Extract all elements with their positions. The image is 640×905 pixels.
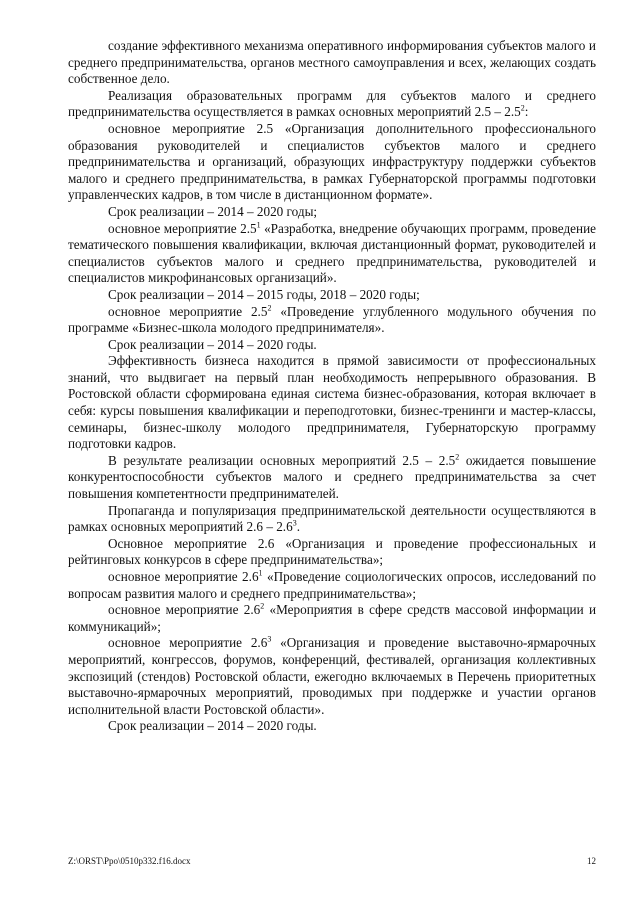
paragraph xyxy=(68,602,596,635)
paragraph xyxy=(68,88,596,121)
page-footer xyxy=(68,856,596,867)
superscript-index: 2 xyxy=(267,303,272,313)
paragraph xyxy=(68,635,596,718)
paragraph xyxy=(68,337,596,354)
paragraph-text: основное мероприятие 2.6 xyxy=(108,635,268,651)
paragraph-text: Срок реализации – 2014 – 2020 годы. xyxy=(108,336,317,352)
paragraph-text: создание эффективного механизма оперативного информирования субъектов малого и среднего предпринимательства, органов местного самоуправления и всех, желающих создать собственное дело. xyxy=(68,38,596,87)
paragraph xyxy=(68,221,596,287)
paragraph-text: В результате реализации основных мероприятий 2.5 – 2.5 xyxy=(108,452,456,468)
footer-page-number: 12 xyxy=(587,856,596,866)
superscript-index: 3 xyxy=(292,518,297,528)
paragraph xyxy=(68,287,596,304)
paragraph xyxy=(68,453,596,503)
paragraph-text: «Организация и проведение выставочно-ярмарочных мероприятий, конгрессов, форумов, конференций, фестивалей, организация коллективных экспозиций (стендов) Ростовской области, ежегодно включаемых в Перечень приоритетных выставочно-ярмарочных мероприятий, проводимых при поддержке и участии органов исполнительной власти Ростовской области». xyxy=(68,635,596,717)
footer-file-path: Z:\ORST\Ppo\0510p332.f16.docx xyxy=(68,856,191,866)
paragraph xyxy=(68,204,596,221)
paragraph-text: Эффективность бизнеса находится в прямой зависимости от профессиональных знаний, что выдвигает на первый план необходимость непрерывного образования. В Ростовской области сформирована единая система бизнес-образования, которая включает в себя: курсы повышения квалификации и переподготовки, бизнес-тренинги и мастер-классы, семинары, бизнес-школу молодого предпринимателя, Губернаторскую программу подготовки кадров. xyxy=(68,353,596,452)
document-page xyxy=(68,38,596,735)
paragraph-text: Срок реализации – 2014 – 2020 годы; xyxy=(108,203,318,219)
paragraph-text: основное мероприятие 2.5 xyxy=(108,220,257,236)
paragraph-text: «Проведение углубленного модульного обучения по программе «Бизнес-школа молодого предпринимателя». xyxy=(68,303,597,336)
superscript-index: 2 xyxy=(260,601,265,611)
paragraph-text: Срок реализации – 2014 – 2015 годы, 2018 – 2020 годы; xyxy=(108,286,420,302)
paragraph-text: основное мероприятие 2.6 xyxy=(108,569,259,584)
paragraph-text: . xyxy=(296,519,300,535)
superscript-index: 3 xyxy=(267,634,272,644)
paragraph xyxy=(68,536,596,569)
paragraph-text: «Разработка, внедрение обучающих программ, проведение тематического повышения квалификации, включая дистанционный формат, руководителей и специалистов субъектов малого и среднего предпринимательства, руководителей и специалистов микрофинансовых организаций». xyxy=(68,220,596,286)
superscript-index: 1 xyxy=(258,568,263,578)
paragraph-text: основное мероприятие 2.5 xyxy=(108,303,268,319)
paragraph xyxy=(68,353,596,453)
paragraph-text: : xyxy=(524,104,529,120)
paragraph xyxy=(68,503,596,536)
paragraph-text: основное мероприятие 2.6 xyxy=(108,602,261,618)
paragraph-text: «Мероприятия в сфере средств массовой информации и коммуникаций»; xyxy=(68,602,597,634)
paragraph xyxy=(68,304,596,337)
paragraph xyxy=(68,569,596,602)
paragraph-text: «Проведение социологических опросов, исследований по вопросам развития малого и среднего предпринимательства»; xyxy=(68,569,596,601)
paragraph xyxy=(68,718,596,735)
paragraph-text: ожидается повышение конкурентоспособности субъектов малого и среднего предпринимательства за счет повышения компетентности предпринимателей. xyxy=(68,452,596,502)
superscript-index: 1 xyxy=(256,220,261,230)
superscript-index: 2 xyxy=(455,452,460,462)
paragraph-text: Срок реализации – 2014 – 2020 годы. xyxy=(108,718,317,734)
paragraph xyxy=(68,38,596,88)
paragraph-text: Реализация образовательных программ для субъектов малого и среднего предпринимательства осуществляется в рамках основных мероприятий 2.5 – 2.5 xyxy=(68,87,596,120)
superscript-index: 2 xyxy=(520,103,525,113)
paragraph-text: Пропаганда и популяризация предпринимательской деятельности осуществляются в рамках основных мероприятий 2.6 – 2.6 xyxy=(68,502,596,535)
paragraph-text: основное мероприятие 2.5 «Организация дополнительного профессионального образования руководителей и специалистов субъектов малого и среднего предпринимательства и организаций, образующих инфраструктуру поддержки субъектов малого и среднего предпринимательства, в рамках Губернаторской программы подготовки управленческих кадров, в том числе в дистанционном формате». xyxy=(68,120,596,203)
paragraph-text: Основное мероприятие 2.6 «Организация и проведение профессиональных и рейтинговых конкурсов в сфере предпринимательства»; xyxy=(68,535,596,568)
paragraph xyxy=(68,121,596,204)
